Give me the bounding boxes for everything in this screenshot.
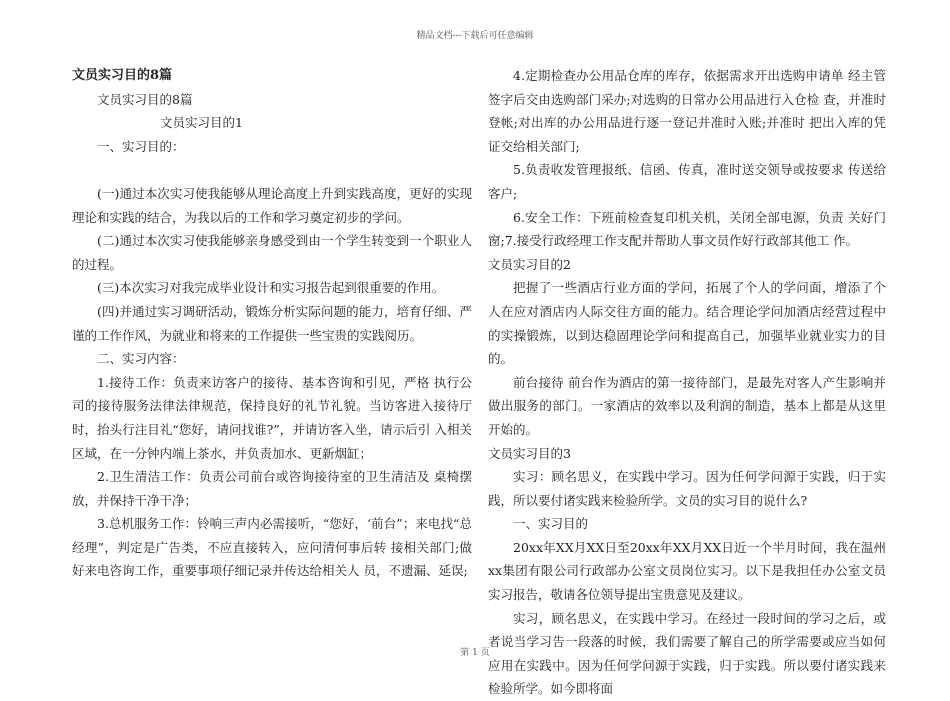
spacer	[72, 158, 472, 182]
paragraph: 1.接待工作：负责来访客户的接待、基本咨询和引见，严格 执行公司的接待服务法律法律规范，保持良好的礼节礼貌。当访客进入接待厅 时，抬头行注目礼“您好，请问找谁?”，并请访客入坐，请示后引 入相关区域，在一分钟内端上茶水，并负责加水、更新烟缸；	[72, 374, 472, 461]
paragraph: (四)并通过实习调研活动，锻炼分析实际问题的能力，培育仔细、严谨的工作作风，为就业和将来的工作提供一些宝贵的实践阅历。	[72, 303, 472, 343]
paragraph: 文员实习目的8篇	[97, 91, 193, 107]
section-title: 文员实习目的3	[488, 445, 571, 461]
page-header: 精品文档---下载后可任意编辑	[416, 31, 534, 41]
paragraph: (三)本次实习对我完成毕业设计和实习报告起到很重要的作用。	[97, 280, 445, 296]
paragraph: 4.定期检查办公用品仓库的库存，依据需求开出选购申请单 经主管签字后交由选购部门采办;对选购的日常办公用品进行入仓检 查，并准时登帐;对出库的办公用品进行逐一登记并准时入账;并准时 把出入库的凭证交给相关部门;	[488, 68, 886, 154]
paragraph: 一、实习目的：	[97, 138, 185, 154]
paragraph: 20xx年XX月XX日至20xx年XX月XX日近一个半月时间，我在温州xx集团有限公司行政部办公室文员岗位实习。以下是我担任办公室文员实习报告，敬请各位领导提出宝贵意见及建议。	[488, 539, 886, 603]
section-title: 文员实习目的1	[160, 115, 243, 131]
paragraph: 把握了一些酒店行业方面的学问，拓展了个人的学问面，增添了个人在应对酒店内人际交往方面的能力。结合理论学问加酒店经营过程中的实操锻炼，以到达稳固理论学问和提高自己，加强毕业就业实力的目的。	[488, 280, 886, 367]
page-footer: 第 1 页	[460, 648, 490, 658]
paragraph: 前台接待 前台作为酒店的第一接待部门，是最先对客人产生影响并做出服务的部门。一家酒店的效率以及利润的制造，基本上都是从这里开始的。	[488, 374, 886, 437]
paragraph: (一)通过本次实习使我能够从理论高度上升到实践高度，更好的实现理论和实践的结合，为我以后的工作和学习奠定初步的学问。	[72, 185, 472, 225]
paragraph: 二、实习内容：	[97, 351, 185, 367]
paragraph: 2.卫生清洁工作：负责公司前台或咨询接待室的卫生清洁及 桌椅摆放，并保持干净干净；	[72, 469, 472, 508]
paragraph: (二)通过本次实习使我能够亲身感受到由一个学生转变到一个职业人的过程。	[72, 233, 472, 272]
left-column	[72, 64, 472, 583]
paragraph: 实习，顾名思义，在实践中学习。在经过一段时间的学习之后，或者说当学习告一段落的时候，我们需要了解自己的所学需要或应当如何应用在实践中。因为任何学问源于实践，归于实践。所以要付诸实践来检验所学。如今即将面	[488, 610, 886, 697]
paragraph: 6.安全工作：下班前检查复印机关机，关闭全部电源，负责 关好门窗;7.接受行政经理工作支配并帮助人事文员作好行政部其他工 作。	[488, 209, 886, 249]
right-column	[488, 64, 886, 701]
section-title: 文员实习目的2	[488, 256, 571, 272]
paragraph: 5.负责收发管理报纸、信函、传真，准时送交领导或按要求 传送给客户;	[488, 162, 886, 201]
paragraph: 3.总机服务工作：铃响三声内必需接听，“您好，‘前台”；来电找“总经理”，判定是广告类，不应直接转入，应问清何事后转 接相关部门;做好来电咨询工作，重要事项仔细记录并传达给相关人 员，不遗漏、延误;	[72, 516, 472, 579]
paragraph: 一、实习目的	[513, 516, 589, 532]
paragraph: 实习：顾名思义，在实践中学习。因为任何学问源于实践，归于实践，所以要付诸实践来检验所学。文员的实习目的说什么?	[488, 469, 886, 508]
doc-title: 文员实习目的8篇	[72, 68, 173, 83]
